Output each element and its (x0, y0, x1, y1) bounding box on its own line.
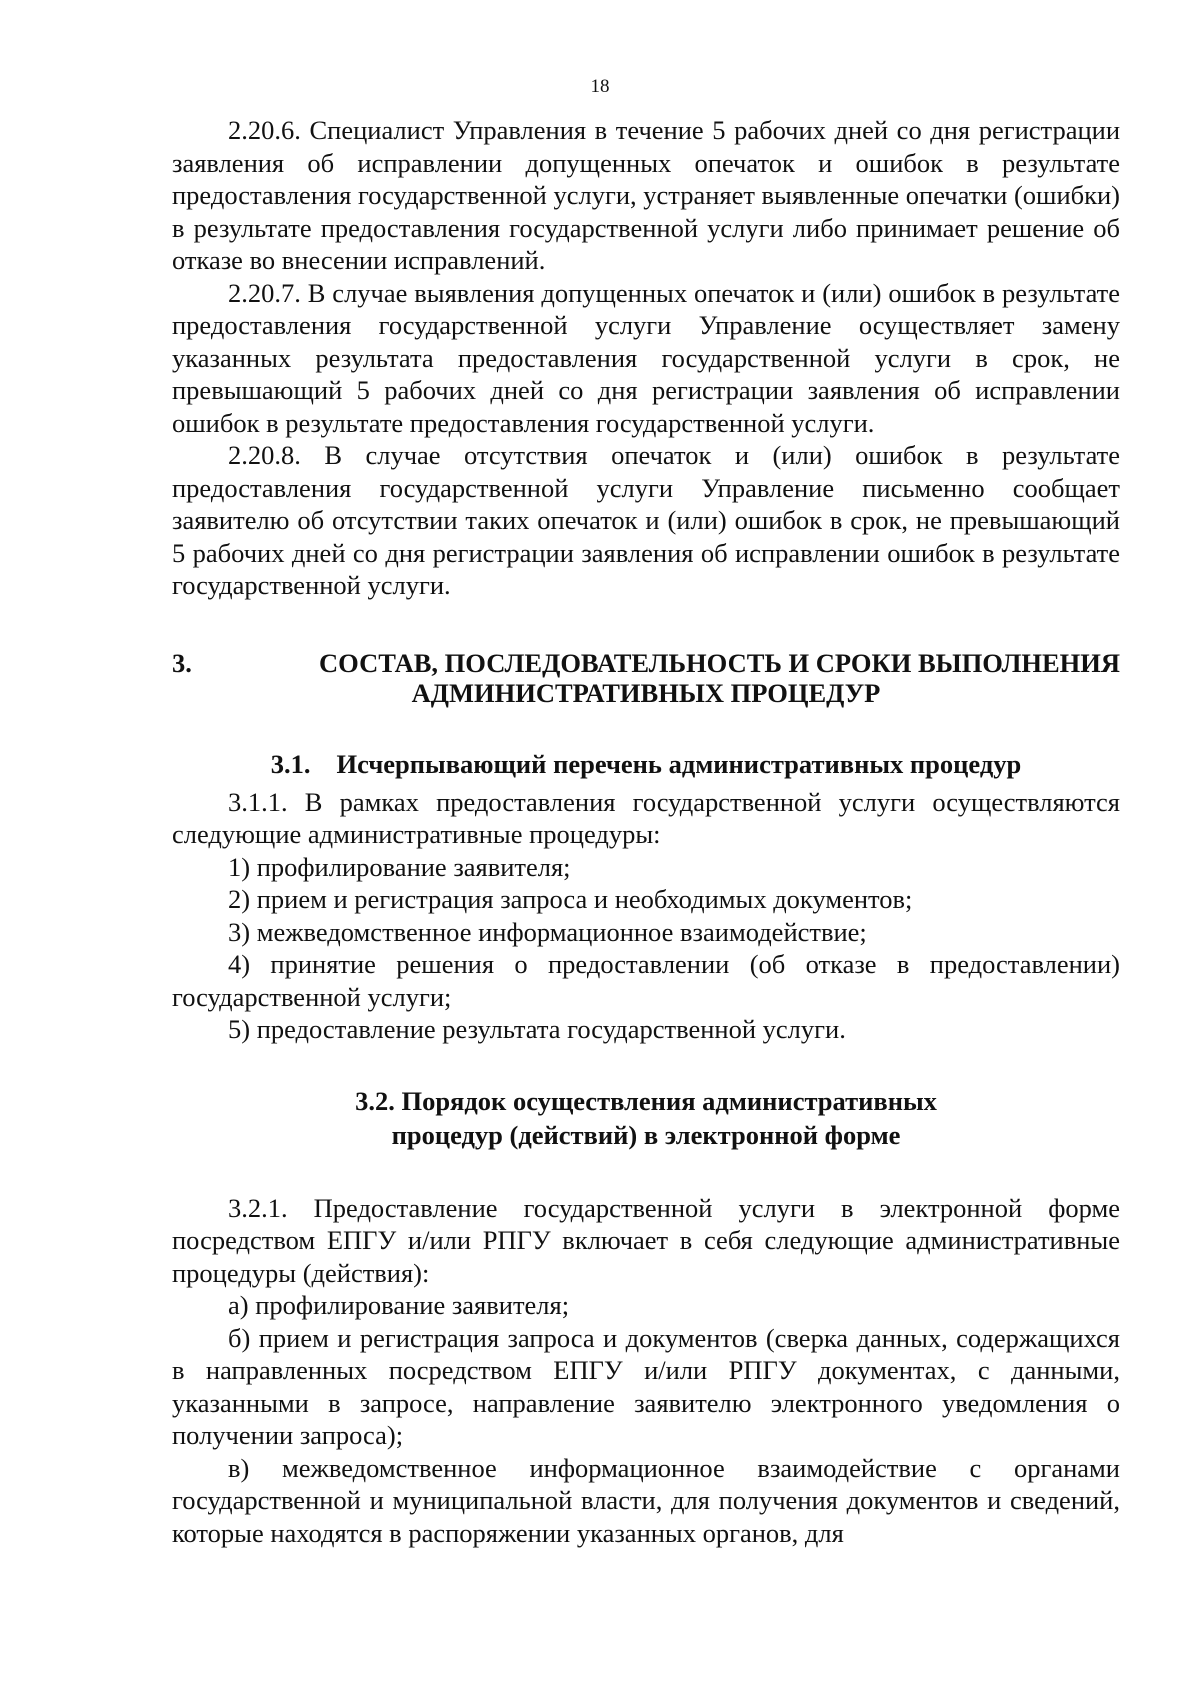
list-item: 2) прием и регистрация запроса и необходимых документов; (228, 884, 913, 914)
list-item: 5) предоставление результата государственной услуги. (228, 1014, 846, 1044)
subsection-3-1-title: Исчерпывающий перечень административных процедур (336, 748, 1022, 779)
section-3-number: 3. (172, 647, 192, 678)
list-item: а) профилирование заявителя; (228, 1290, 570, 1320)
subsection-3-2-heading (172, 1084, 1120, 1152)
section-3-title-line2: АДМИНИСТРАТИВНЫХ ПРОЦЕДУР (411, 677, 881, 708)
paragraph-2-20-6: 2.20.6. Специалист Управления в течение 5 рабочих дней со дня регистрации заявления об исправлении допущенных опечаток и ошибок в результате предоставления государственной услуги, устраняет выявленные опечатки (ошибки) в результате предоставления государственной услуги либо принимает решение об отказе во внесении исправлений. (172, 115, 1120, 275)
subsection-3-1-heading (172, 748, 1120, 780)
subsection-3-1-number: 3.1. (270, 748, 311, 779)
section-3-heading (172, 648, 1120, 708)
list-item: б) прием и регистрация запроса и документов (сверка данных, содержащихся в направленных посредством ЕПГУ и/или РПГУ документах, с данными, указанными в запросе, направление заявителю электронного уведомления о получении запроса); (172, 1322, 1120, 1450)
subsection-3-2-title-line1: 3.2. Порядок осуществления административных (355, 1085, 937, 1116)
list-item: 4) принятие решения о предоставлении (об отказе в предоставлении) государственной услуги; (172, 949, 1120, 1012)
paragraph-3-2-1: 3.2.1. Предоставление государственной услуги в электронной форме посредством ЕПГУ и/или РПГУ включает в себя следующие административные процедуры (действия): (172, 1192, 1120, 1288)
subsection-3-2-title-line2: процедур (действий) в электронной форме (391, 1119, 901, 1150)
list-item: 3) межведомственное информационное взаимодействие; (228, 916, 867, 947)
paragraph-3-1-1: 3.1.1. В рамках предоставления государственной услуги осуществляются следующие административные процедуры: (172, 786, 1120, 849)
paragraph-2-20-8: 2.20.8. В случае отсутствия опечаток и (или) ошибок в результате предоставления государственной услуги Управление письменно сообщает заявителю об отсутствии таких опечаток и (или) ошибок в срок, не превышающий 5 рабочих дней со дня регистрации заявления об исправлении ошибок в результате государственной услуги. (172, 440, 1120, 600)
page-content (172, 114, 1120, 1549)
list-item: в) межведомственное информационное взаимодействие с органами государственной и муниципальной власти, для получения документов и сведений, которые находятся в распоряжении указанных органов, для (172, 1452, 1120, 1548)
section-3-title-line1: СОСТАВ, ПОСЛЕДОВАТЕЛЬНОСТЬ И СРОКИ ВЫПОЛНЕНИЯ (319, 647, 1120, 678)
page-number: 18 (590, 76, 610, 97)
paragraph-2-20-7: 2.20.7. В случае выявления допущенных опечаток и (или) ошибок в результате предоставления государственной услуги Управление осуществляет замену указанных результата предоставления государственной услуги в срок, не превышающий 5 рабочих дней со дня регистрации заявления об исправлении ошибок в результате предоставления государственной услуги. (172, 277, 1120, 438)
list-item: 1) профилирование заявителя; (228, 851, 571, 882)
